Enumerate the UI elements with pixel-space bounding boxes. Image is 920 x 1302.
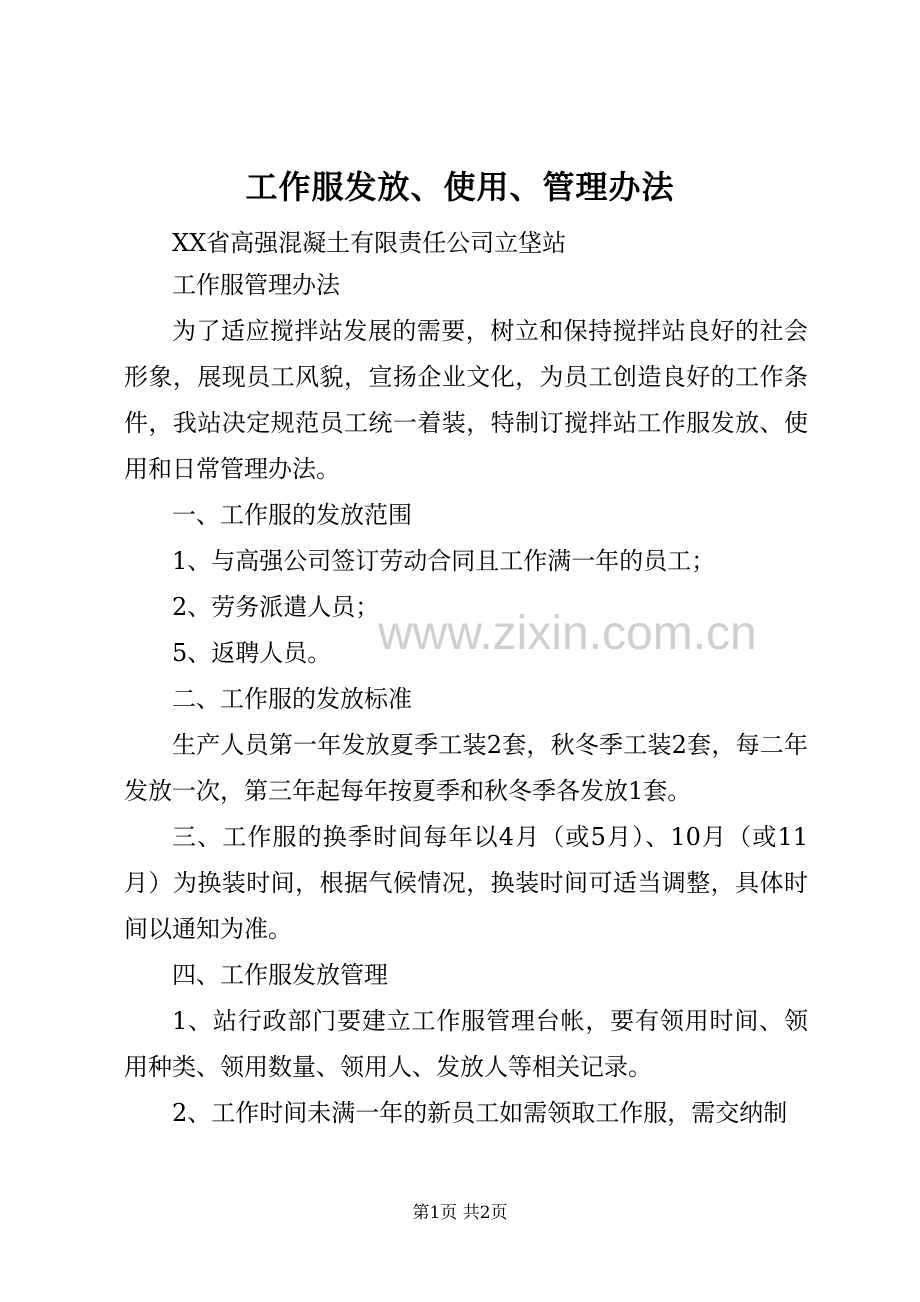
intro-paragraph: 为了适应搅拌站发展的需要，树立和保持搅拌站良好的社会形象，展现员工风貌，宣扬企业文化，为员工创造良好的工作条件，我站决定规范员工统一着装，特制订搅拌站工作服发放、使用和日常管理办法。 [124, 317, 808, 483]
section1-item: 5、返聘人员。 [172, 639, 332, 667]
section4-heading: 四、工作服发放管理 [172, 961, 388, 989]
section1-heading: 一、工作服的发放范围 [172, 501, 412, 529]
section1-item: 1、与高强公司签订劳动合同且工作满一年的员工； [172, 547, 716, 575]
document-title: 工作服发放、使用、管理办法 [245, 168, 675, 206]
section2-heading: 二、工作服的发放标准 [172, 685, 412, 713]
section4-item: 1、站行政部门要建立工作服管理台帐，要有领用时间、领用种类、领用数量、领用人、发放人等相关记录。 [124, 1007, 808, 1081]
page-footer: 第1页 共2页 [412, 1203, 508, 1223]
watermark: www.zixin.com.cn [378, 607, 757, 660]
section2-paragraph: 生产人员第一年发放夏季工装2套，秋冬季工装2套，每二年发放一次，第三年起每年按夏季和秋冬季各发放1套。 [124, 731, 808, 805]
section3-paragraph: 三、工作服的换季时间每年以4月（或5月）、10月（或11月）为换装时间，根据气候情况，换装时间可适当调整，具体时间以通知为准。 [124, 823, 808, 943]
company-name: XX省高强混凝土有限责任公司立垡站 [172, 229, 567, 257]
section4-item: 2、工作时间未满一年的新员工如需领取工作服，需交纳制 [172, 1099, 788, 1127]
section1-item: 2、劳务派遣人员； [172, 593, 380, 621]
document-subtitle: 工作服管理办法 [172, 271, 340, 299]
